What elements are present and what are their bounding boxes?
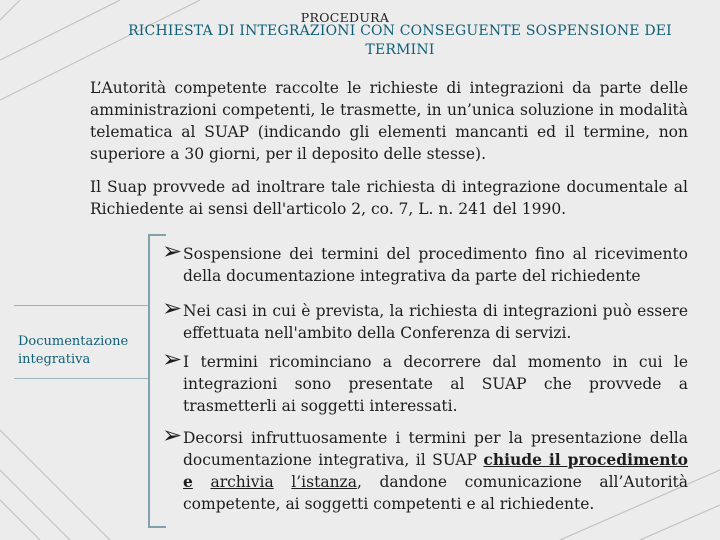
bullet4-mid	[274, 473, 292, 491]
paragraph-suap-forwarding: Il Suap provvede ad inoltrare tale richiesta di integrazione documentale al Richiedente ai sensi dell'articolo 2, co. 7, L. n. 241 del 1990.	[90, 178, 688, 218]
bullet-text	[162, 427, 688, 515]
page-title: RICHIESTA DI INTEGRAZIONI CON CONSEGUENTE SOSPENSIONE DEI TERMINI	[128, 23, 672, 58]
bullet4-before: Decorsi infruttuosamente i termini per la presentazione della documentazione integrativa, il SUAP	[183, 429, 688, 469]
bullet-text: Nei casi in cui è prevista, la richiesta di integrazioni può essere effettuata nell'ambito della Conferenza di servizi.	[183, 302, 688, 342]
bullet4-emphasis-archivia: archivia	[210, 473, 274, 491]
procedure-label: PROCEDURA	[300, 10, 390, 25]
arrow-bullet-icon: ➢	[162, 294, 183, 322]
bullet-text: I termini ricominciano a decorrere dal momento in cui le integrazioni sono presentate al SUAP che provvede a trasmetterli ai soggetti interessati.	[183, 353, 688, 415]
bullet-item-conferenza	[162, 294, 688, 344]
bullet-item-termini	[162, 345, 688, 417]
bullet-item-sospensione	[162, 237, 688, 287]
bullet-item-decorsi	[162, 421, 688, 515]
side-label-documentazione: Documentazione integrativa	[18, 334, 129, 367]
paragraph-authority-requests: L’Autorità competente raccolte le richieste di integrazioni da parte delle amministrazioni competenti, le trasmette, in un’unica soluzione in modalità telematica al SUAP (indicando gli elementi mancanti ed il termine, non superiore a 30 giorni, per il deposito delle stesse).	[90, 79, 688, 163]
bullet4-after: , dandone comunicazione all’Autorità competente, ai soggetti competenti e al richiedente.	[183, 473, 688, 513]
bullet4-emphasis-chiude: chiude il procedimento e	[183, 450, 688, 491]
arrow-bullet-icon: ➢	[162, 345, 183, 373]
arrow-bullet-icon: ➢	[162, 237, 183, 265]
bullet4-emphasis-istanza: l’istanza	[291, 473, 357, 491]
bullet-text: Sospensione dei termini del procedimento fino al ricevimento della documentazione integrativa da parte del richiedente	[183, 245, 688, 285]
bullet4-space	[193, 473, 211, 491]
arrow-bullet-icon: ➢	[162, 421, 183, 449]
